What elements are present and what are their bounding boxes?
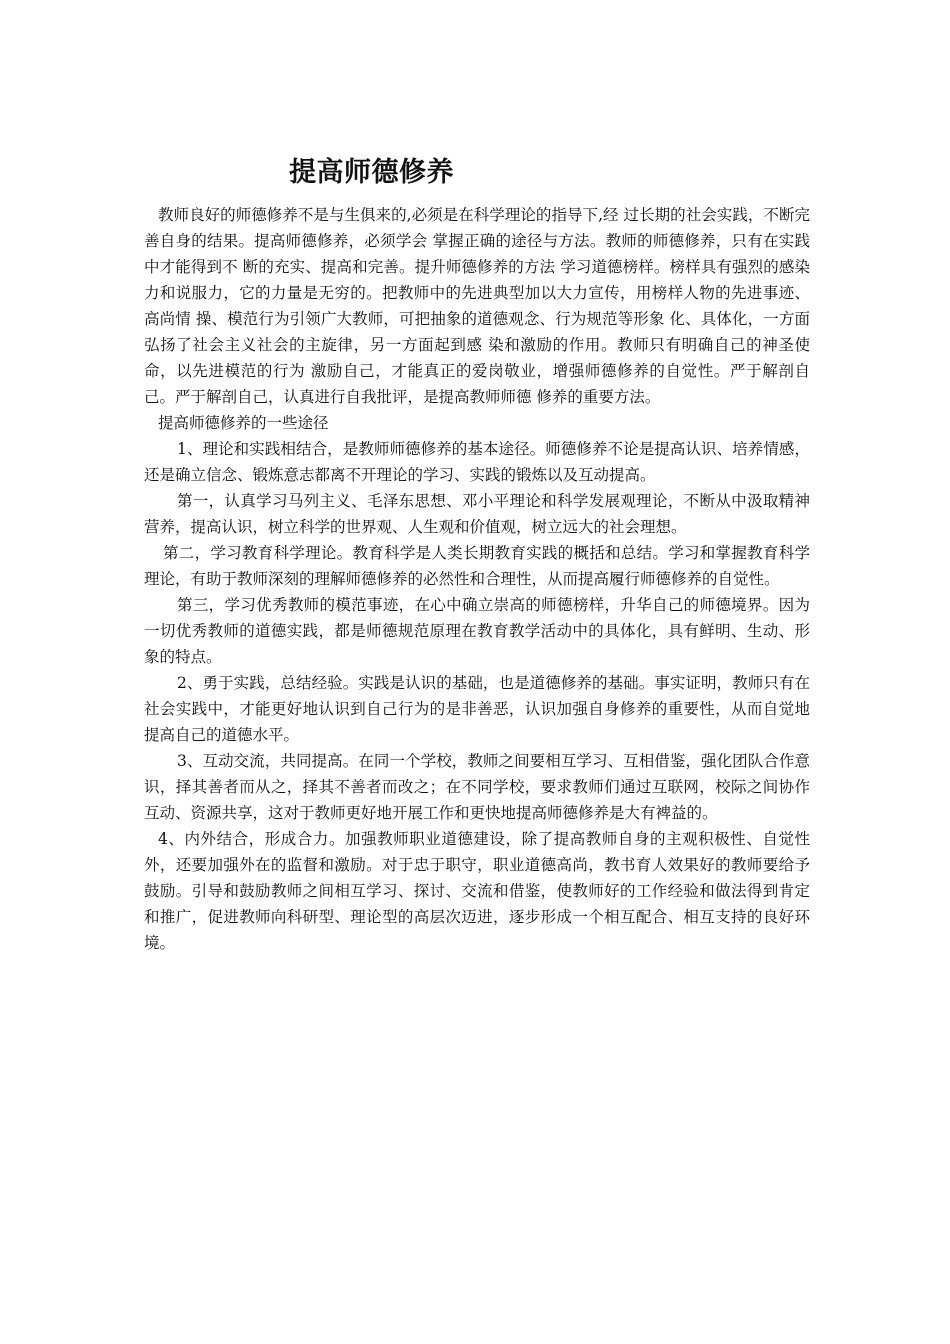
paragraph-first: 第一，认真学习马列主义、毛泽东思想、邓小平理论和科学发展观理论，不断从中汲取精神营养，提高认识，树立科学的世界观、人生观和价值观，树立远大的社会理想。 bbox=[144, 492, 810, 536]
document-title: 提高师德修养 bbox=[289, 157, 454, 188]
paragraph-intro: 教师良好的师德修养不是与生俱来的,必须是在科学理论的指导下,经 过长期的社会实践，不断完善自身的结果。提高师德修养，必须学会 掌握正确的途径与方法。教师的师德修养，只有在实践中才能得到不 断的充实、提高和完善。提升师德修养的方法 学习道德榜样。榜样具有强烈的感染力和说服力，它的力量是无穷的。把教师中的先进典型加以大力宣传，用榜样人物的先进事迹、高尚情 操、模范行为引领广大教师，可把抽象的道德观念、行为规范等形象 化、具体化，一方面弘扬了社会主义社会的主旋律，另一方面起到感 染和激励的作用。教师只有明确自己的神圣使命，以先进模范的行为 激励自己，才能真正的爱岗敬业，增强师德修养的自觉性。严于解剖自己。严于解剖自己，认真进行自我批评，是提高教师师德 修养的重要方法。 bbox=[144, 206, 810, 406]
paragraph-point-1: 1、理论和实践相结合，是教师师德修养的基本途径。师德修养不论是提高认识、培养情感，还是确立信念、锻炼意志都离不开理论的学习、实践的锻炼以及互动提高。 bbox=[144, 440, 810, 484]
document-page bbox=[144, 150, 810, 956]
paragraph-second: 第二，学习教育科学理论。教育科学是人类长期教育实践的概括和总结。学习和掌握教育科学理论，有助于教师深刻的理解师德修养的必然性和合理性，从而提高履行师德修养的自觉性。 bbox=[144, 544, 810, 588]
paragraph-point-2: 2、勇于实践，总结经验。实践是认识的基础，也是道德修养的基础。事实证明，教师只有在社会实践中，才能更好地认识到自己行为的是非善恶，认识加强自身修养的重要性，从而自觉地提高自己的道德水平。 bbox=[144, 674, 810, 744]
paragraph-point-3: 3、互动交流，共同提高。在同一个学校，教师之间要相互学习、互相借鉴，强化团队合作意识，择其善者而从之，择其不善者而改之；在不同学校，要求教师们通过互联网，校际之间协作互动、资源共享，这对于教师更好地开展工作和更快地提高师德修养是大有裨益的。 bbox=[144, 752, 810, 822]
paragraph-third: 第三，学习优秀教师的模范事迹，在心中确立崇高的师德榜样，升华自己的师德境界。因为一切优秀教师的道德实践，都是师德规范原理在教育教学活动中的具体化，具有鲜明、生动、形象的特点。 bbox=[144, 596, 810, 666]
section-heading: 提高师德修养的一些途径 bbox=[158, 414, 329, 432]
paragraph-point-4: 4、内外结合，形成合力。加强教师职业道德建设，除了提高教师自身的主观积极性、自觉性外，还要加强外在的监督和激励。对于忠于职守，职业道德高尚，教书育人效果好的教师要给予鼓励。引导和鼓励教师之间相互学习、探讨、交流和借鉴，使教师好的工作经验和做法得到肯定和推广，促进教师向科研型、理论型的高层次迈进，逐步形成一个相互配合、相互支持的良好环境。 bbox=[144, 830, 810, 952]
